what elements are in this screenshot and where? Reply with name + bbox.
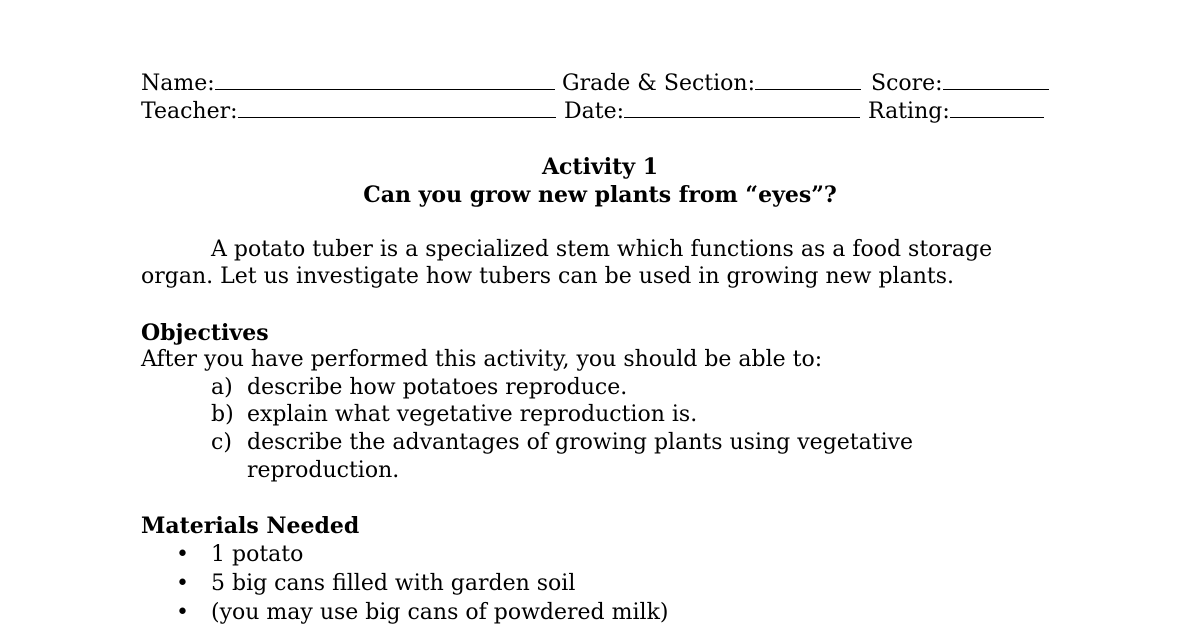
objective-marker-a: a) xyxy=(211,375,233,400)
materials-item-1: 1 potato xyxy=(211,542,304,567)
rating-label: Rating: xyxy=(868,99,950,124)
objective-item-b: explain what vegetative reproduction is. xyxy=(247,402,698,427)
date-blank[interactable] xyxy=(624,97,860,118)
materials-bullet-1: • xyxy=(176,542,189,567)
materials-item-2: 5 big cans filled with garden soil xyxy=(211,571,576,596)
rating-field xyxy=(868,97,1044,124)
objective-item-a: describe how potatoes reproduce. xyxy=(247,375,628,400)
objectives-lead: After you have performed this activity, you should be able to: xyxy=(141,347,823,372)
date-field xyxy=(564,97,860,124)
name-blank[interactable] xyxy=(215,69,555,90)
materials-item-3: (you may use big cans of powdered milk) xyxy=(211,600,669,625)
date-label: Date: xyxy=(564,99,625,124)
objectives-heading: Objectives xyxy=(141,320,269,346)
materials-heading: Materials Needed xyxy=(141,513,360,539)
activity-number: Activity 1 xyxy=(541,154,659,180)
name-field xyxy=(141,69,555,96)
objective-marker-c: c) xyxy=(211,430,232,455)
teacher-blank[interactable] xyxy=(238,97,556,118)
activity-title: Can you grow new plants from “eyes”? xyxy=(363,182,837,208)
objective-marker-b: b) xyxy=(211,402,234,427)
intro-line-1: A potato tuber is a specialized stem which functions as a food storage xyxy=(211,237,993,262)
score-label: Score: xyxy=(871,71,943,96)
score-blank[interactable] xyxy=(943,69,1049,90)
objective-item-c: describe the advantages of growing plants using vegetative xyxy=(247,430,914,455)
materials-bullet-3: • xyxy=(176,600,189,625)
intro-line-2: organ. Let us investigate how tubers can be used in growing new plants. xyxy=(141,264,955,289)
teacher-field xyxy=(141,97,556,124)
rating-blank[interactable] xyxy=(950,97,1044,118)
grade-section-field xyxy=(562,69,861,96)
teacher-label: Teacher: xyxy=(141,99,238,124)
objective-item-c-continued: reproduction. xyxy=(247,458,400,483)
materials-bullet-2: • xyxy=(176,571,189,596)
grade-section-label: Grade & Section: xyxy=(562,71,755,96)
grade-section-blank[interactable] xyxy=(755,69,861,90)
name-label: Name: xyxy=(141,71,215,96)
score-field xyxy=(871,69,1049,96)
